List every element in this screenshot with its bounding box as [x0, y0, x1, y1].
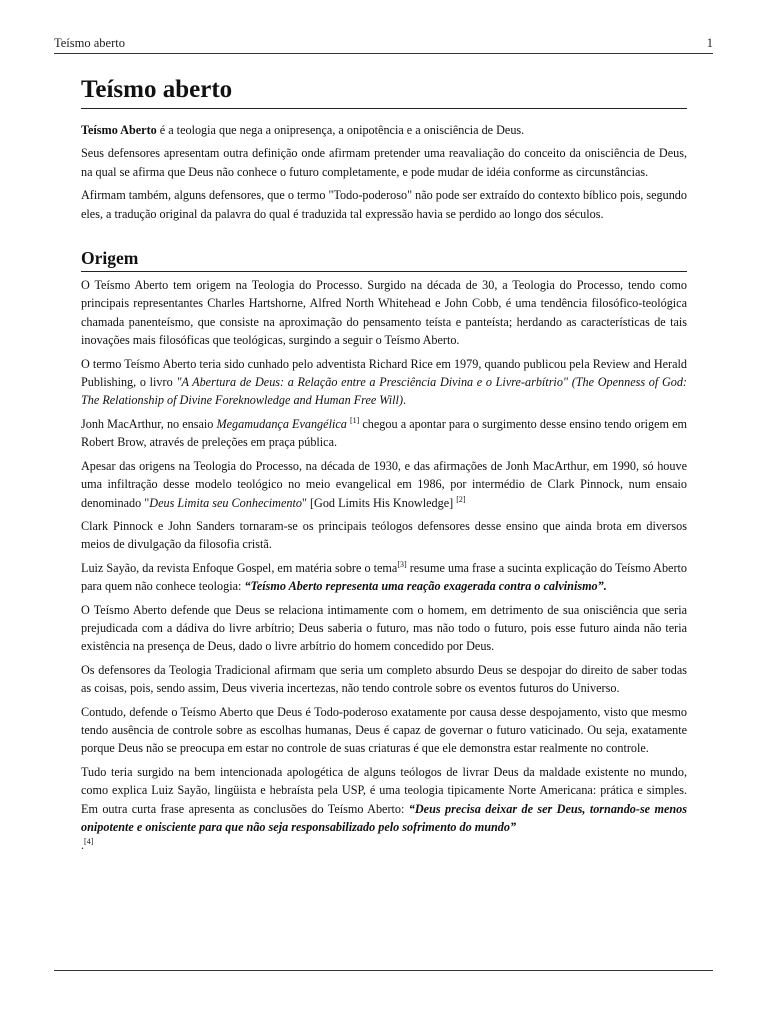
origem-paragraph-3	[81, 415, 687, 452]
origem-paragraph-1: O Teísmo Aberto tem origem na Teologia do Processo. Surgido na década de 30, a Teologia do Processo, tendo como principais representantes Charles Hartshorne, Alfred North Whitehead e John Cobb, é uma tendência filosófico-teológica chamada panenteísmo, que consiste na aproximação do pensamento teísta e panteísta; herdando as características de tais inovações mais filosóficas que teológicas, surgindo a seguir o Teísmo Aberto.	[81, 278, 687, 348]
page-number: 1	[706, 36, 713, 50]
origem-paragraph-2	[81, 355, 687, 410]
origem-p4-text: Apesar das origens na Teologia do Processo, na década de 1930, e das afirmações de Jonh MacArthur, em 1990, só houve uma infiltração desse modelo teológico no meio evangelical em 1986, por intermédio de Clark Pinnock, num ensaio denominado "	[81, 458, 687, 510]
origem-paragraph-10	[81, 763, 687, 855]
origem-p6-text: Luiz Sayão, da revista Enfoque Gospel, em matéria sobre o tema	[81, 560, 398, 575]
todo-poderoso-paragraph: Afirmam também, alguns defensores, que o termo "Todo-poderoso" não pode ser extraído do contexto bíblico pois, segundo eles, a tradução original da palavra do qual é traduzida tal expressão havia se perdido ao longo dos séculos.	[81, 188, 687, 221]
origem-p4-rest: " [God Limits His Knowledge]	[301, 495, 457, 510]
intro-paragraph	[81, 121, 687, 139]
reference-2[interactable]: [2]	[456, 494, 466, 504]
article-title: Teísmo aberto	[81, 74, 687, 109]
book-title: "A Abertura de Deus: a Relação entre a Presciência Divina e o Livre-arbítrio" (The Openness of God: The Relationship of Divine Foreknowledge and Human Free Will)	[81, 375, 687, 408]
reference-3[interactable]: [3]	[397, 559, 407, 569]
origem-paragraph-6	[81, 559, 687, 596]
origem-paragraph-5: Clark Pinnock e John Sanders tornaram-se os principais teólogos defensores desse ensino que ainda brota em diversos meios de divulgação da filosofia cristã.	[81, 518, 687, 552]
origem-p2-end: .	[403, 393, 407, 408]
origem-p10-text: Tudo teria surgido na bem intencionada apologética de alguns teólogos de livrar Deus da maldade existente no mundo, como explica Luiz Sayão, lingüista e hebraísta pela USP, é uma teologia tipicamente Norte Americana: prática e simples. Em outra curta frase apresenta as conclusões do Teísmo Aberto:	[81, 764, 687, 816]
essay-title: Megamudança Evangélica	[216, 416, 347, 431]
reference-1[interactable]: [1]	[349, 415, 360, 425]
footer-divider	[54, 970, 713, 971]
reference-4[interactable]: [4]	[84, 837, 94, 847]
origem-paragraph-4	[81, 457, 687, 512]
origem-p3-text: Jonh MacArthur, no ensaio	[81, 416, 217, 431]
pinnock-essay-title: Deus Limita seu Conhecimento	[149, 495, 302, 510]
section-heading-origem: Origem	[81, 247, 687, 272]
running-header	[54, 35, 713, 54]
origem-paragraph-8: Os defensores da Teologia Tradicional afirmam que seria um completo absurdo Deus se despojar do direito de saber todas as coisas, pois, sendo assim, Deus viveria incertezas, não tendo controle sobre os eventos futuros do Universo.	[81, 662, 687, 696]
article-body	[81, 74, 687, 860]
running-header-title: Teísmo aberto	[54, 36, 125, 50]
conclusion-quote: “Deus precisa deixar de ser Deus, tornando-se menos onipotente e onisciente para que não seja responsabilizado pelo sofrimento do mundo”	[81, 801, 687, 834]
origem-p2-text: O termo Teísmo Aberto teria sido cunhado pelo adventista Richard Rice em 1979, quando publicou pela Review and Herald Publishing, o livro	[81, 356, 687, 390]
origem-p6-rest: resume uma frase a sucinta explicação do Teísmo Aberto para quem não conhece teologia:	[81, 560, 687, 594]
origem-paragraph-9: Contudo, defende o Teísmo Aberto que Deus é Todo-poderoso exatamente por causa desse despojamento, visto que mesmo tendo ausência de controle sobre as escolhas humanas, Deus é capaz de governar o futuro vaticinado. Ou seja, exatamente porque Deus não se preocupa em estar no controle de suas criaturas é que ele demonstra estar realmente no controle.	[81, 704, 687, 756]
intro-text: é a teologia que nega a onipresença, a onipotência e a onisciência de Deus.	[156, 123, 525, 137]
origem-p10-end: .	[81, 838, 85, 853]
origem-paragraph-7: O Teísmo Aberto defende que Deus se relaciona intimamente com o homem, em detrimento de sua onisciência que seria prejudicada com a dádiva do livre arbítrio; Deus saberia o futuro, mas não todo o futuro, pois esse futuro ainda não teria existência na presença de Deus, dado o livre arbítrio do homem concedido por Deus.	[81, 602, 687, 654]
origem-p3-rest: chegou a apontar para o surgimento desse ensino tendo origem em Robert Brow, através de preleções em praça pública.	[81, 416, 687, 450]
definition-paragraph: Seus defensores apresentam outra definição onde afirmam pretender uma reavaliação do conceito da onisciência de Deus, na qual se afirma que Deus não conhece o futuro completamente, e pode mudar de idéia conforme as circunstâncias.	[81, 146, 687, 179]
sayao-quote: “Teísmo Aberto representa uma reação exagerada contra o calvinismo”.	[244, 579, 607, 594]
intro-term: Teísmo Aberto	[81, 123, 157, 137]
